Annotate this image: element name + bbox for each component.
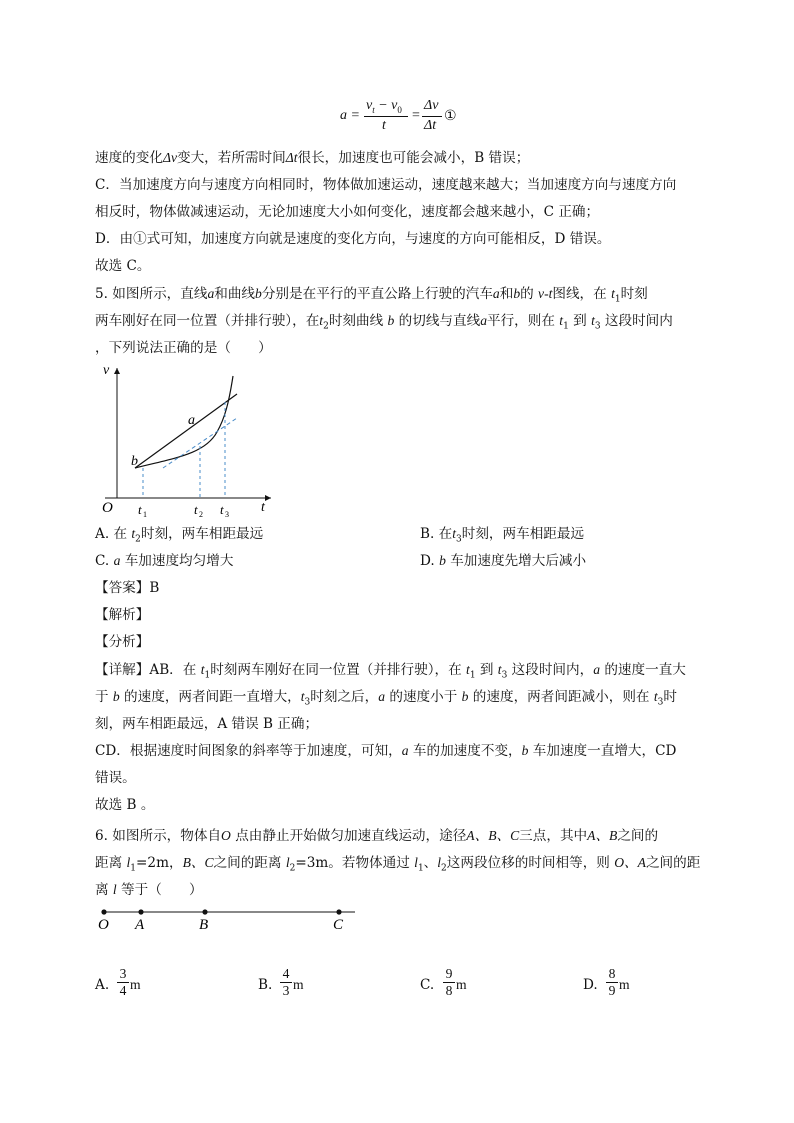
q6-option-a-fraction[interactable]: 3 4	[117, 966, 129, 999]
t3-sub: 3	[225, 510, 229, 519]
formula-num1: $v_t - v_0$	[366, 98, 402, 115]
line-a-label: a	[188, 413, 195, 428]
q5-detail-line2: 于 b 的速度，两者间距一直增大，$t_3$时刻之后，a 的速度小于 b 的速度，两者间距减小，则在 $t_3$时	[95, 689, 677, 708]
q5-fenxi-tag: 【分析】	[95, 634, 150, 650]
formula-den2: Δt	[424, 118, 437, 133]
q6-option-b-unit: m	[293, 977, 304, 992]
q6-option-d-unit: m	[619, 977, 630, 992]
q6-option-b-letter[interactable]: B.	[258, 977, 273, 993]
q5-stem-line3: ，下列说法正确的是（ ）	[95, 340, 272, 356]
origin-label: O	[102, 500, 113, 516]
q5-analysis-tag: 【解析】	[95, 607, 150, 623]
q5-detail-line5: 错误。	[95, 770, 136, 786]
q5-detail-line3: 刻，两车相距最远，A 错误 B 正确；	[95, 716, 319, 732]
prev-solution-line1: 速度的变化Δv变大，若所需时间Δt很长，加速度也可能会减小，B 错误；	[95, 150, 530, 166]
q5-option-c[interactable]: C. a 车加速度均匀增大	[95, 553, 234, 569]
q5-stem-line2: 两车刚好在同一位置（并排行驶），在$t_2$时刻曲线 b 的切线与直线a平行，则在 $t_1$ 到 $t_3$ 这段时间内	[95, 313, 673, 332]
point-a-label: A	[135, 917, 145, 933]
q5-detail-line4: CD．根据速度时间图象的斜率等于加速度，可知，a 车的加速度不变，b 车加速度一直增大，CD	[95, 743, 677, 759]
t1-sub: 1	[143, 510, 147, 519]
q6-option-b-fraction[interactable]: 4 3	[280, 966, 292, 999]
fraction-bar-1	[364, 116, 408, 117]
q6-option-a-unit: m	[130, 977, 141, 992]
t-axis-label: t	[261, 500, 265, 515]
point-a-dot	[138, 909, 143, 914]
v-axis-label: v	[103, 363, 110, 378]
t1-label: t	[138, 502, 142, 517]
point-b-label: B	[199, 917, 209, 933]
curve-b-label: b	[131, 454, 138, 469]
answer-tag: 【答案】	[95, 580, 150, 596]
formula-lhs: a =	[340, 108, 360, 123]
point-c-label: C	[333, 917, 344, 933]
formula-marker: ①	[444, 108, 457, 124]
formula-eq: =	[412, 108, 420, 123]
prev-solution-conclusion: 故选 C。	[95, 258, 151, 274]
q6-option-d-fraction[interactable]: 8 9	[606, 966, 618, 999]
prev-solution-line2: C．当加速度方向与速度方向相同时，物体做加速运动，速度越来越大；当加速度方向与速度方向	[95, 177, 677, 193]
q6-option-c-unit: m	[456, 977, 467, 992]
point-b-dot	[202, 909, 207, 914]
formula-den1: t	[382, 118, 386, 133]
acceleration-formula	[340, 98, 470, 138]
formula-num2: Δv	[424, 98, 439, 113]
q5-answer: 【答案】B	[95, 580, 160, 596]
q6-option-d-letter[interactable]: D.	[583, 977, 598, 993]
q5-option-a[interactable]: A. 在 $t_2$时刻，两车相距最远	[95, 526, 264, 545]
point-o-label: O	[98, 917, 109, 933]
line-a	[135, 394, 237, 468]
q6-stem-line1: 6. 如图所示，物体自O 点由静止开始做匀加速直线运动，途径A、B、C三点，其中A、B之间的	[95, 828, 659, 844]
q5-option-d[interactable]: D. b 车加速度先增大后减小	[420, 553, 587, 569]
q6-option-c-fraction[interactable]: 9 8	[443, 966, 455, 999]
point-o-dot	[101, 909, 106, 914]
point-c-dot	[336, 909, 341, 914]
q6-stem-line3: 离 l 等于（ ）	[95, 882, 203, 898]
q6-option-a-letter[interactable]: A.	[95, 977, 110, 993]
q6-option-c-letter[interactable]: C.	[420, 977, 435, 993]
q5-stem-line1: 5. 如图所示，直线a和曲线b分别是在平行的平直公路上行驶的汽车a和b的 v-t图线，在 $t_1$时刻	[95, 286, 648, 305]
prev-solution-line4: D．由①式可知，加速度方向就是速度的变化方向，与速度的方向可能相反，D 错误。	[95, 231, 611, 247]
t3-label: t	[220, 502, 224, 517]
q5-conclusion: 故选 B 。	[95, 797, 155, 813]
t2-label: t	[194, 502, 198, 517]
q5-vt-graph	[95, 362, 280, 522]
curve-b	[135, 376, 233, 468]
t2-sub: 2	[199, 510, 203, 519]
q6-line-diagram	[95, 904, 365, 938]
q6-stem-line2: 距离 $l_1=2m$，B、C之间的距离 $l_2=3m$。若物体通过 $l_1$、$l_2$这两段位移的时间相等，则 O、A之间的距	[95, 855, 701, 874]
q5-detail-line1: 【详解】AB．在 $t_1$时刻两车刚好在同一位置（并排行驶），在 $t_1$ 到 $t_3$ 这段时间内，a 的速度一直大	[95, 662, 686, 681]
fraction-bar-2	[422, 116, 442, 117]
prev-solution-line3: 相反时，物体做减速运动，无论加速度大小如何变化，速度都会越来越小，C 正确；	[95, 204, 600, 220]
q5-option-b[interactable]: B. 在$t_3$时刻，两车相距最远	[420, 526, 585, 545]
